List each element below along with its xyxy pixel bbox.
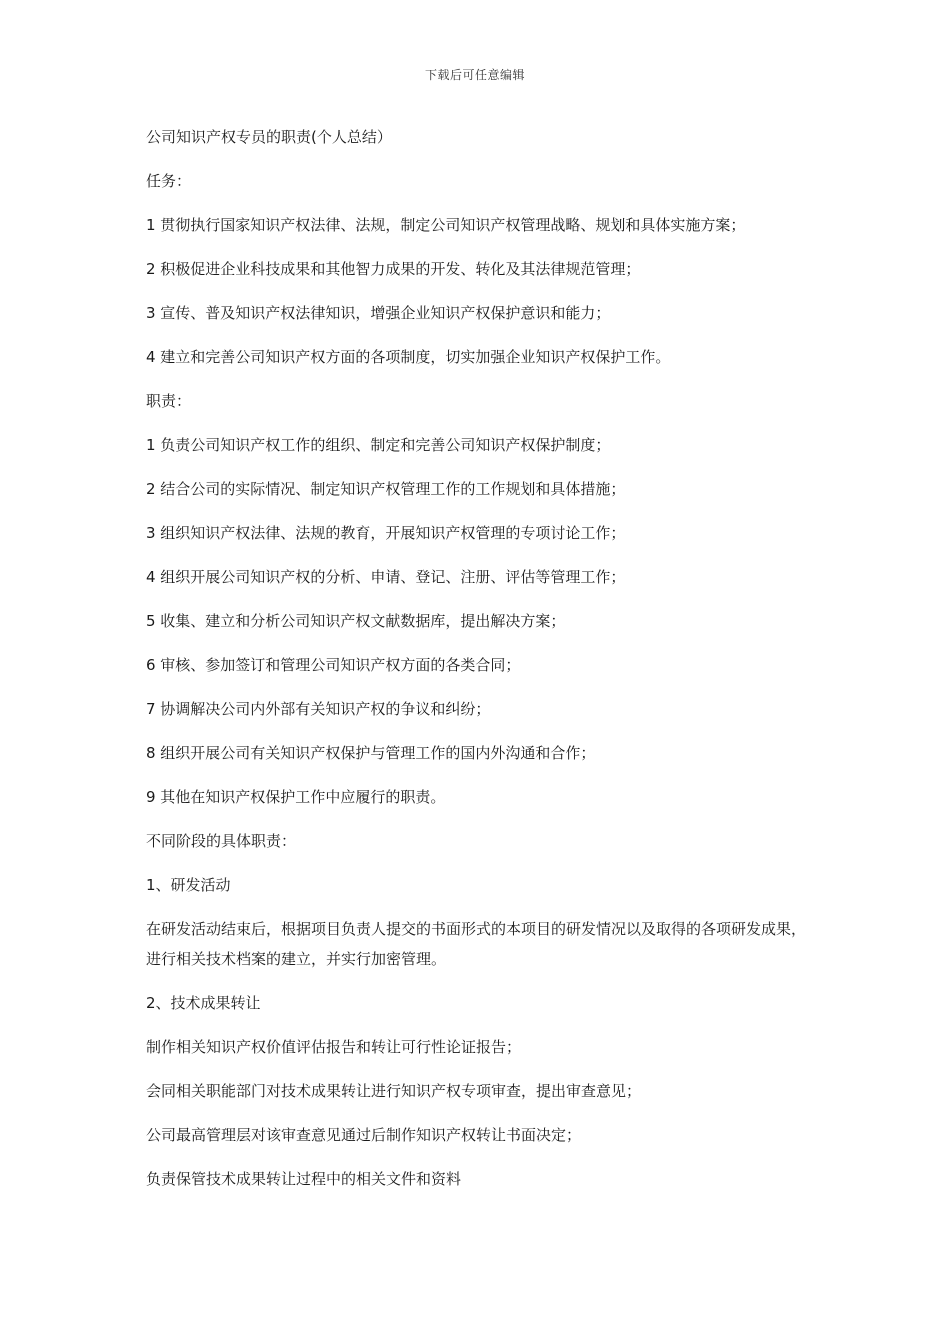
duty-item: 3 组织知识产权法律、法规的教育，开展知识产权管理的专项讨论工作； — [146, 524, 626, 542]
duty-item: 1 负责公司知识产权工作的组织、制定和完善公司知识产权保护制度； — [146, 436, 611, 454]
duties-heading: 职责： — [146, 392, 192, 410]
task-item: 3 宣传、普及知识产权法律知识，增强企业知识产权保护意识和能力； — [146, 304, 611, 322]
stage2-item: 会同相关职能部门对技术成果转让进行知识产权专项审查，提出审查意见； — [146, 1082, 642, 1100]
stage1-heading: 1、研发活动 — [146, 876, 231, 894]
task-item: 4 建立和完善公司知识产权方面的各项制度，切实加强企业知识产权保护工作。 — [146, 348, 671, 366]
duty-item: 6 审核、参加签订和管理公司知识产权方面的各类合同； — [146, 656, 521, 674]
duty-item: 4 组织开展公司知识产权的分析、申请、登记、注册、评估等管理工作； — [146, 568, 626, 586]
stage2-item: 公司最高管理层对该审查意见通过后制作知识产权转让书面决定； — [146, 1126, 582, 1144]
duty-item: 9 其他在知识产权保护工作中应履行的职责。 — [146, 788, 446, 806]
duty-item: 2 结合公司的实际情况、制定知识产权管理工作的工作规划和具体措施； — [146, 480, 626, 498]
page-header: 下载后可任意编辑 — [424, 68, 525, 82]
document-title: 公司知识产权专员的职责(个人总结） — [146, 128, 392, 146]
stage2-item: 制作相关知识产权价值评估报告和转让可行性论证报告； — [146, 1038, 522, 1056]
tasks-heading: 任务： — [146, 172, 192, 190]
stages-heading: 不同阶段的具体职责： — [146, 832, 297, 850]
task-item: 1 贯彻执行国家知识产权法律、法规，制定公司知识产权管理战略、规划和具体实施方案； — [146, 216, 746, 234]
task-item: 2 积极促进企业科技成果和其他智力成果的开发、转化及其法律规范管理； — [146, 260, 641, 278]
duty-item: 8 组织开展公司有关知识产权保护与管理工作的国内外沟通和合作； — [146, 744, 596, 762]
duty-item: 7 协调解决公司内外部有关知识产权的争议和纠纷； — [146, 700, 491, 718]
stage2-item: 负责保管技术成果转让过程中的相关文件和资料 — [146, 1170, 462, 1188]
duty-item: 5 收集、建立和分析公司知识产权文献数据库，提出解决方案； — [146, 612, 566, 630]
document-body — [146, 126, 814, 1212]
stage2-heading: 2、技术成果转让 — [146, 994, 261, 1012]
stage1-text: 在研发活动结束后，根据项目负责人提交的书面形式的本项目的研发情况以及取得的各项研发成果，进行相关技术档案的建立，并实行加密管理。 — [146, 920, 807, 968]
